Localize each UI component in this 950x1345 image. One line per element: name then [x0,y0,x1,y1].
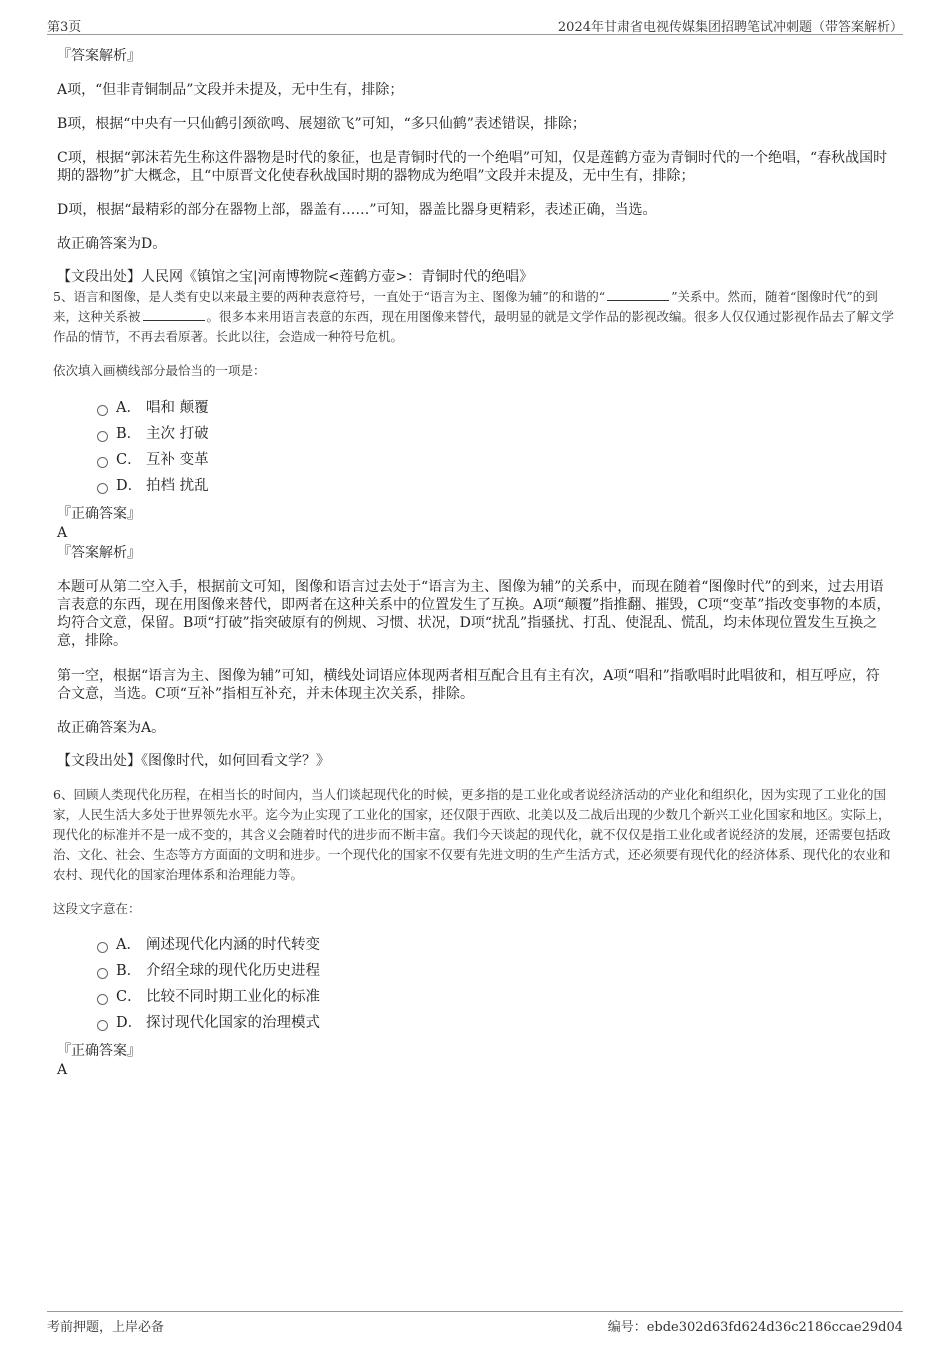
radio-icon[interactable] [97,405,108,416]
page-footer [47,1311,903,1338]
page-number: 第3页 [47,20,82,35]
q6-stem: 6、回顾人类现代化历程，在相当长的时间内，当人们谈起现代化的时候，更多指的是工业化或者说经济活动的产业化和组织化，因为实现了工业化的国家，人民生活大多处于世界领先水平。迄今为止实现了工业化的国家，还仅限于西欧、北美以及二战后出现的少数几个新兴工业化国家和地区。实际上，现代化的标准并不是一成不变的，其含义会随着时代的进步而不断丰富。我们今天谈起的现代化，就不仅仅是指工业化或者说经济的发展，还需要包括政治、文化、社会、生态等方方面面的文明和进步。一个现代化的国家不仅要有先进文明的生产生活方式，还必须要有现代化的经济体系、现代化的农业和农村、现代化的国家治理体系和治理能力等。 [53,787,891,882]
q5-blank-2 [143,308,205,321]
q4-conclusion: 故正确答案为D。 [57,236,167,252]
q4-analysis-d: D项，根据“最精彩的部分在器物上部，器盖有……”可知，器盖比器身更精彩，表述正确，当选。 [57,202,657,218]
document-title: 2024年甘肃省电视传媒集团招聘笔试冲刺题（带答案解析） [557,20,903,35]
q5-stem [53,287,895,347]
q5-answer: A [57,525,68,541]
radio-icon[interactable] [97,968,108,979]
q6-answer-heading: 『正确答案』 [57,1043,141,1059]
q5-analysis-1: 本题可从第二空入手，根据前文可知，图像和语言过去处于“语言为主、图像为辅”的关系中，而现在随着“图像时代”的到来，过去用语言表意的东西，现在用图像来替代，即两者在这种关系中的位置发生了互换。A项“颠覆”指推翻、摧毁，C项“变革”指改变事物的本质，均符合文意，保留。B项“打破”指突破原有的例规、习惯、状况，D项“扰乱”指骚扰、打乱、使混乱、慌乱，均未体现位置发生互换之意，排除。 [57,579,891,649]
q5-blank-1 [607,288,669,301]
q5-answer-heading: 『正确答案』 [57,506,141,522]
radio-icon[interactable] [97,1020,108,1031]
q6-option-c[interactable]: C． 比较不同时期工业化的标准 [97,988,320,1008]
q5-stem-part2: ”关系中。然而，随着“图像时代”的到来，这种关系被 [53,289,878,324]
q4-analysis-b: B项，根据“中央有一只仙鹤引颈欲鸣、展翅欲飞”可知，“多只仙鹤”表述错误，排除； [57,116,586,132]
q5-conclusion: 故正确答案为A。 [57,720,166,736]
q6-option-b[interactable]: B． 介绍全球的现代化历史进程 [97,962,320,982]
radio-icon[interactable] [97,431,108,442]
footer-slogan: 考前押题，上岸必备 [47,1320,165,1335]
q5-option-d[interactable]: D． 拍档 扰乱 [97,477,209,497]
q5-analysis-heading: 『答案解析』 [57,545,141,561]
q6-option-d[interactable]: D． 探讨现代化国家的治理模式 [97,1014,320,1034]
q5-stem-part3: 。很多本来用语言表意的东西，现在用图像来替代，最明显的就是文学作品的影视改编。很多人仅仅通过影视作品去了解文学作品的情节，不再去看原著。长此以往，会造成一种符号危机。 [53,309,895,344]
q6-prompt: 这段文字意在： [53,901,141,916]
q5-option-a[interactable]: A． 唱和 颠覆 [97,399,209,419]
radio-icon[interactable] [97,483,108,494]
q4-analysis-a: A项，“但非青铜制品”文段并未提及，无中生有，排除； [57,82,404,98]
radio-icon[interactable] [97,457,108,468]
q5-analysis-2: 第一空，根据“语言为主、图像为辅”可知，横线处词语应体现两者相互配合且有主有次，A项“唱和”指歌唱时此唱彼和，相互呼应，符合文意，当选。C项“互补”指相互补充，并未体现主次关系，排除。 [57,668,880,702]
q5-option-b[interactable]: B． 主次 打破 [97,425,209,445]
footer-code: 编号：ebde302d63fd624d36c2186ccae29d04 [607,1320,903,1335]
q4-analysis-heading: 『答案解析』 [57,48,141,64]
q5-source: 【文段出处】《图像时代，如何回看文学？》 [57,753,330,769]
q6-answer: A [57,1062,68,1078]
q4-source: 【文段出处】人民网《镇馆之宝|河南博物院<莲鹤方壶>：青铜时代的绝唱》 [57,269,534,285]
radio-icon[interactable] [97,942,108,953]
q5-option-c[interactable]: C． 互补 变革 [97,451,209,471]
q5-stem-part1: 5、语言和图像，是人类有史以来最主要的两种表意符号，一直处于“语言为主、图像为辅”的和谐的“ [53,289,606,304]
radio-icon[interactable] [97,994,108,1005]
page-header [47,14,903,35]
q5-prompt: 依次填入画横线部分最恰当的一项是： [53,363,266,378]
q4-analysis-c: C项，根据“郭沫若先生称这件器物是时代的象征，也是青铜时代的一个绝唱”可知，仅是莲鹤方壶为青铜时代的一个绝唱，“春秋战国时期的器物”扩大概念，且“中原晋文化使春秋战国时期的器物成为绝唱”文段并未提及，无中生有，排除； [57,150,888,184]
q6-option-a[interactable]: A． 阐述现代化内涵的时代转变 [97,936,320,956]
